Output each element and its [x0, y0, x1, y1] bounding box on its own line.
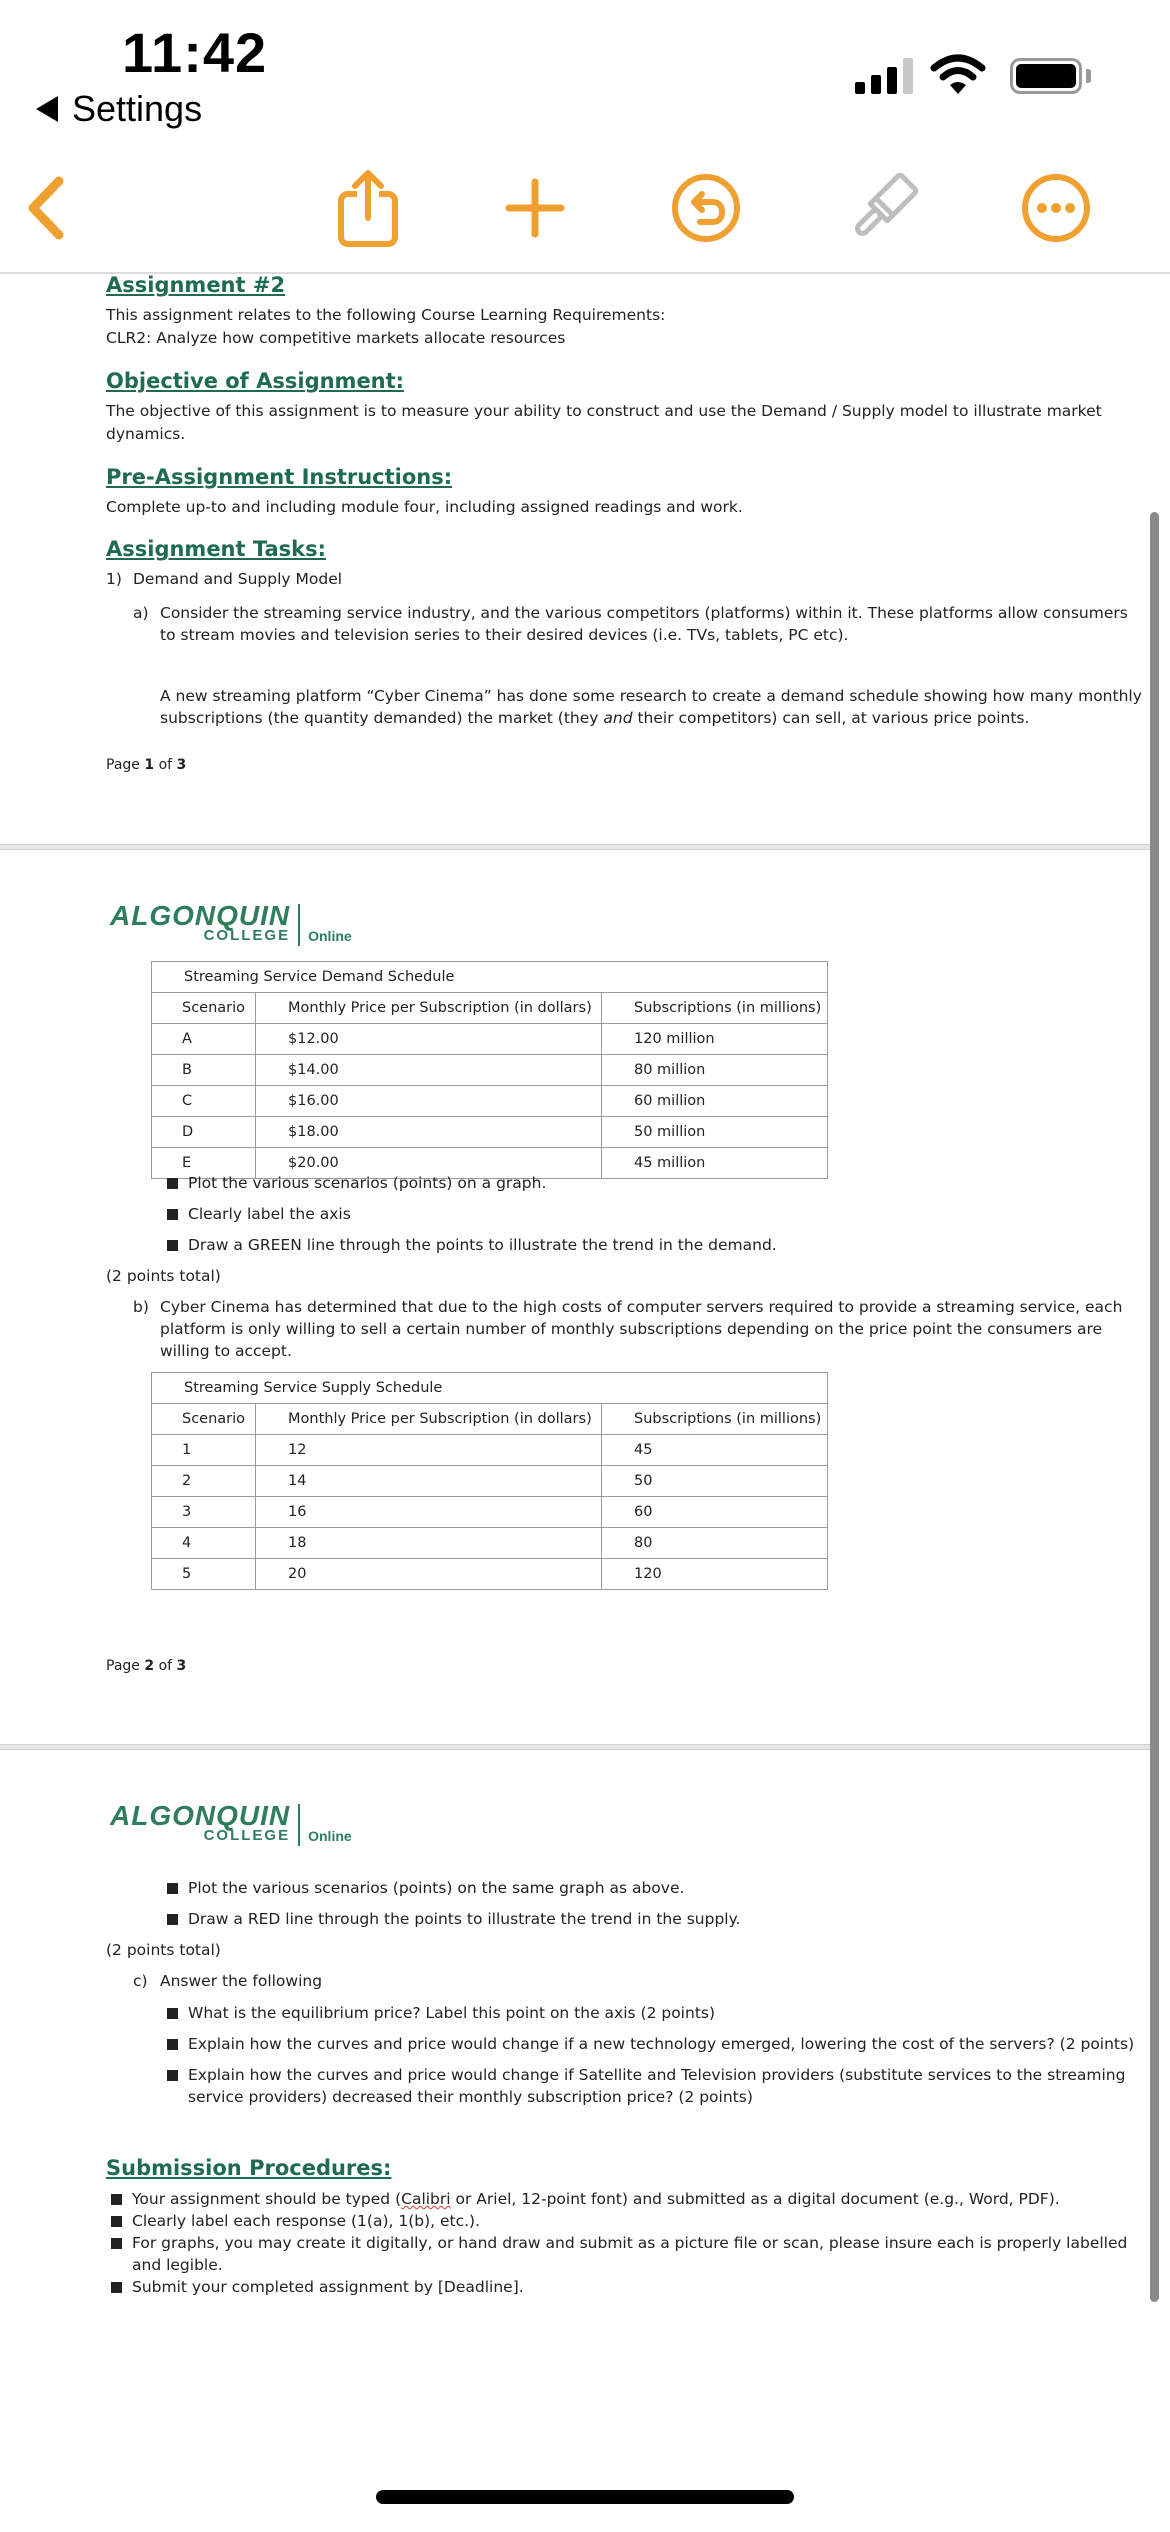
supply-header-scenario: Scenario — [152, 1404, 256, 1435]
table-cell: C — [152, 1086, 256, 1117]
demand-header-subscriptions: Subscriptions (in millions) — [602, 993, 828, 1024]
table-cell: 80 — [602, 1528, 828, 1559]
back-triangle-icon — [36, 96, 58, 122]
task-b-line-2: platform is only willing to sell a certain number of monthly subscriptions depending on the price point the consumers are — [160, 1320, 1103, 1338]
more-icon — [1020, 172, 1092, 244]
document-viewer[interactable] — [0, 272, 1150, 2510]
table-row — [152, 1055, 828, 1086]
submission-heading: Submission Procedures: — [106, 2156, 392, 2180]
table-cell: D — [152, 1117, 256, 1148]
task-a-line-2: to stream movies and television series to their desired devices (i.e. TVs, tablets, PC etc). — [160, 626, 849, 644]
bullet-item: For graphs, you may create it digitally, or hand draw and submit as a picture file or scan, please insure each is properly labelled and legible. — [111, 2232, 1127, 2276]
demand-schedule-table — [151, 961, 828, 1179]
algonquin-logo: ALGONQUIN COLLEGE Online — [110, 1800, 352, 1844]
table-row — [152, 1528, 828, 1559]
tasks-heading: Assignment Tasks: — [106, 537, 327, 561]
vertical-scrollbar[interactable] — [1150, 512, 1159, 2302]
task-c-text: Answer the following — [160, 1972, 323, 1990]
supply-header-price: Monthly Price per Subscription (in dollars) — [256, 1404, 602, 1435]
table-cell: 20 — [256, 1559, 602, 1590]
table-cell: B — [152, 1055, 256, 1086]
table-cell: 80 million — [602, 1055, 828, 1086]
bullet-item: What is the equilibrium price? Label this point on the axis (2 points) — [167, 2002, 715, 2024]
bullet-item: Explain how the curves and price would change if Satellite and Television providers (substitute services to the streaming service providers) decreased their monthly subscription price? (2 points) — [167, 2064, 1125, 2108]
table-cell: 45 — [602, 1435, 828, 1466]
task-b-line-3: willing to accept. — [160, 1342, 292, 1360]
objective-heading: Objective of Assignment: — [106, 369, 405, 393]
demand-header-scenario: Scenario — [152, 993, 256, 1024]
table-row — [152, 1497, 828, 1528]
bullet-item: Explain how the curves and price would change if a new technology emerged, lowering the cost of the servers? (2 points) — [167, 2033, 1134, 2055]
task-b-label: b) — [133, 1298, 149, 1316]
research-line-2: subscriptions (the quantity demanded) the market (they and their competitors) can sell, at various price points. — [160, 709, 1030, 727]
document-toolbar — [0, 150, 1170, 274]
table-cell: 60 — [602, 1497, 828, 1528]
table-cell: 50 — [602, 1466, 828, 1497]
back-chevron-icon — [21, 173, 71, 243]
add-icon — [503, 176, 567, 240]
table-cell: 2 — [152, 1466, 256, 1497]
points-total: (2 points total) — [106, 1267, 221, 1285]
table-row — [152, 1086, 828, 1117]
table-cell: A — [152, 1024, 256, 1055]
add-button[interactable] — [495, 168, 575, 248]
table-row — [152, 1466, 828, 1497]
bullet-item: Submit your completed assignment by [Deadline]. — [111, 2276, 524, 2298]
task-1-number: 1) — [106, 570, 122, 588]
back-app-label: Settings — [72, 88, 203, 129]
battery-nub — [1086, 69, 1091, 83]
bullet-item: Draw a RED line through the points to illustrate the trend in the supply. — [167, 1908, 740, 1930]
assignment-title: Assignment #2 — [106, 273, 286, 297]
table-cell: 18 — [256, 1528, 602, 1559]
back-button[interactable] — [6, 168, 86, 248]
wifi-icon — [930, 52, 986, 96]
research-line-1: A new streaming platform “Cyber Cinema” has done some research to create a demand schedule showing how many monthly — [160, 687, 1142, 705]
table-cell: 12 — [256, 1435, 602, 1466]
clr-intro: This assignment relates to the following Course Learning Requirements: — [106, 306, 666, 324]
share-button[interactable] — [328, 168, 408, 248]
page-1 — [0, 272, 1150, 844]
table-cell: 1 — [152, 1435, 256, 1466]
table-cell: 50 million — [602, 1117, 828, 1148]
markup-brush-button[interactable] — [843, 168, 923, 248]
table-cell: $18.00 — [256, 1117, 602, 1148]
table-cell: $12.00 — [256, 1024, 602, 1055]
points-total: (2 points total) — [106, 1941, 221, 1959]
supply-table-header-row — [152, 1404, 828, 1435]
table-cell: 120 million — [602, 1024, 828, 1055]
battery-icon — [1010, 58, 1082, 94]
demand-table-header-row — [152, 993, 828, 1024]
table-cell: 120 — [602, 1559, 828, 1590]
bullet-item: Draw a GREEN line through the points to illustrate the trend in the demand. — [167, 1234, 777, 1256]
task-b-line-1: Cyber Cinema has determined that due to the high costs of computer servers required to provide a streaming service, each — [160, 1298, 1123, 1316]
undo-button[interactable] — [666, 168, 746, 248]
table-row — [152, 1559, 828, 1590]
back-to-settings-link[interactable] — [36, 88, 202, 130]
table-cell: $14.00 — [256, 1055, 602, 1086]
table-cell: 14 — [256, 1466, 602, 1497]
share-icon — [333, 168, 403, 248]
supply-table-caption: Streaming Service Supply Schedule — [152, 1373, 828, 1404]
task-a-label: a) — [133, 604, 149, 622]
bullet-item: Plot the various scenarios (points) on a graph. — [167, 1172, 546, 1194]
table-cell: $16.00 — [256, 1086, 602, 1117]
task-1-title: Demand and Supply Model — [133, 570, 343, 588]
task-a-line-1: Consider the streaming service industry, and the various competitors (platforms) within it. These platforms allow consumers — [160, 604, 1128, 622]
bullet-item: Clearly label the axis — [167, 1203, 351, 1225]
objective-line-1: The objective of this assignment is to measure your ability to construct and use the Demand / Supply model to illustrate market — [106, 402, 1102, 420]
table-cell: 4 — [152, 1528, 256, 1559]
table-row — [152, 1024, 828, 1055]
task-c-label: c) — [133, 1972, 148, 1990]
objective-line-2: dynamics. — [106, 425, 186, 443]
home-indicator[interactable] — [376, 2490, 794, 2504]
page-number-2: Page 2 of 3 — [106, 1658, 187, 1674]
page-3 — [0, 1750, 1150, 2510]
table-cell: E — [152, 1148, 256, 1179]
bullet-item: Clearly label each response (1(a), 1(b), etc.). — [111, 2210, 480, 2232]
demand-table-caption: Streaming Service Demand Schedule — [152, 962, 828, 993]
page-number-1: Page 1 of 3 — [106, 757, 187, 773]
algonquin-logo: ALGONQUIN COLLEGE Online — [110, 900, 352, 944]
clr2-text: CLR2: Analyze how competitive markets allocate resources — [106, 329, 566, 347]
table-cell: 60 million — [602, 1086, 828, 1117]
table-cell: 3 — [152, 1497, 256, 1528]
table-row — [152, 1117, 828, 1148]
cellular-signal-icon — [855, 58, 913, 94]
pre-assignment-text: Complete up-to and including module four, including assigned readings and work. — [106, 498, 743, 516]
table-row — [152, 1435, 828, 1466]
more-button[interactable] — [1016, 168, 1096, 248]
status-time: 11:42 — [122, 21, 268, 84]
table-cell: 5 — [152, 1559, 256, 1590]
undo-icon — [670, 172, 742, 244]
bullet-item: Plot the various scenarios (points) on the same graph as above. — [167, 1877, 684, 1899]
table-cell: 16 — [256, 1497, 602, 1528]
page-2 — [0, 850, 1150, 1744]
markup-brush-icon — [845, 170, 921, 246]
table-cell: 45 million — [602, 1148, 828, 1179]
supply-header-subscriptions: Subscriptions (in millions) — [602, 1404, 828, 1435]
supply-schedule-table — [151, 1372, 828, 1590]
demand-header-price: Monthly Price per Subscription (in dollars) — [256, 993, 602, 1024]
table-cell: $20.00 — [256, 1148, 602, 1179]
bullet-item: Your assignment should be typed (Calibri or Ariel, 12-point font) and submitted as a digital document (e.g., Word, PDF). — [111, 2188, 1060, 2210]
pre-assignment-heading: Pre-Assignment Instructions: — [106, 465, 453, 489]
